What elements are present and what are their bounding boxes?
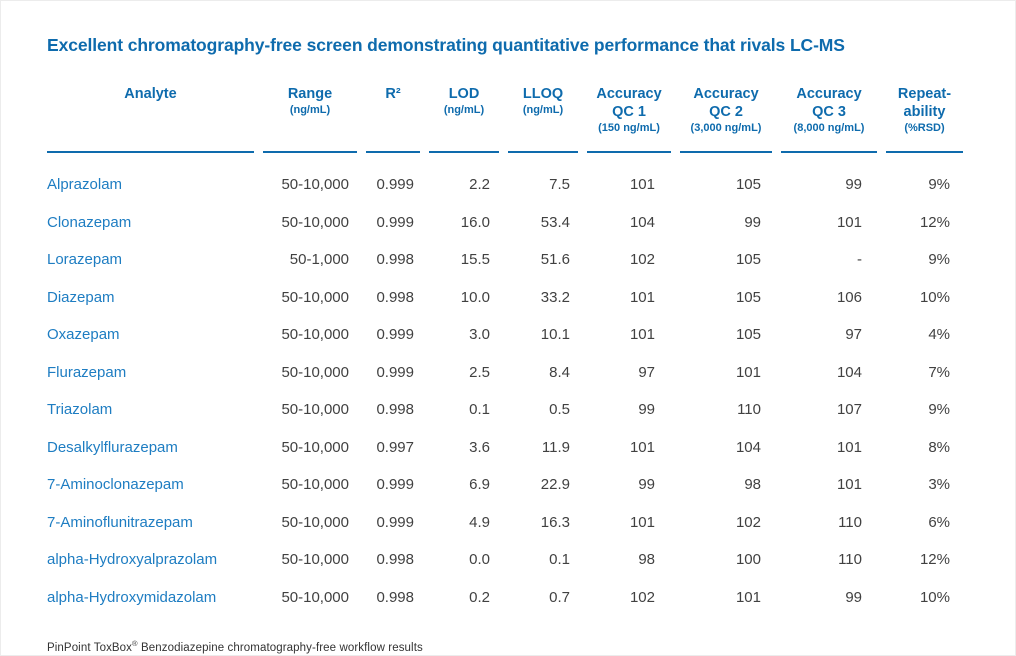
cell-range: 50-10,000 [281, 288, 349, 306]
cell-repeatability: 12% [919, 551, 950, 569]
cell-r-squared: 0.999 [376, 476, 414, 494]
cell-analyte: Flurazepam [47, 363, 127, 381]
cell-accuracy-qc-1: 102 [629, 588, 655, 606]
cell-range: 50-10,000 [281, 326, 349, 344]
cell-lod: 0.1 [469, 401, 490, 419]
cell-lod: 0.2 [469, 588, 490, 606]
cell-repeatability: 12% [919, 213, 950, 231]
cell-analyte: alpha-Hydroxymidazolam [47, 588, 217, 606]
cell-accuracy-qc-3: 97 [845, 326, 862, 344]
column-header-label: LLOQ [522, 86, 564, 102]
column-header-label: Accuracy [796, 86, 862, 102]
cell-repeatability: 10% [919, 588, 950, 606]
column-header-label: Accuracy [693, 86, 759, 102]
cell-lloq: 53.4 [540, 213, 570, 231]
cell-r-squared: 0.998 [376, 551, 414, 569]
registered-trademark-symbol: ® [132, 639, 138, 648]
column-header-unit: (3,000 ng/mL) [690, 122, 762, 134]
cell-accuracy-qc-3: 99 [845, 176, 862, 194]
column-header-label: ability [903, 104, 946, 120]
cell-analyte: Oxazepam [47, 326, 120, 344]
cell-repeatability: 9% [928, 176, 950, 194]
cell-range: 50-10,000 [281, 588, 349, 606]
column-header-accuracy-qc-1 [587, 85, 671, 153]
cell-accuracy-qc-1: 101 [629, 326, 655, 344]
cell-accuracy-qc-3: 110 [838, 513, 862, 531]
cell-accuracy-qc-2: 102 [735, 513, 761, 531]
cell-accuracy-qc-1: 98 [638, 551, 655, 569]
cell-r-squared: 0.998 [376, 251, 414, 269]
cell-r-squared: 0.999 [376, 326, 414, 344]
cell-lod: 3.0 [469, 326, 490, 344]
cell-analyte: Clonazepam [47, 213, 132, 231]
cell-repeatability: 3% [928, 476, 950, 494]
cell-r-squared: 0.998 [376, 288, 414, 306]
cell-repeatability: 9% [928, 251, 950, 269]
cell-accuracy-qc-1: 102 [629, 251, 655, 269]
column-header-label: QC 3 [812, 104, 846, 120]
column-header-label: QC 1 [612, 104, 646, 120]
column-header-accuracy-qc-3 [781, 85, 877, 153]
column-header-label: R² [385, 86, 401, 102]
cell-accuracy-qc-1: 101 [629, 438, 655, 456]
cell-range: 50-10,000 [281, 476, 349, 494]
column-header-unit: (ng/mL) [443, 104, 485, 116]
cell-lod: 16.0 [460, 213, 490, 231]
cell-analyte: 7-Aminoflunitrazepam [47, 513, 193, 531]
cell-analyte: alpha-Hydroxyalprazolam [47, 551, 218, 569]
cell-lloq: 51.6 [540, 251, 570, 269]
cell-accuracy-qc-2: 104 [735, 438, 761, 456]
cell-r-squared: 0.999 [376, 176, 414, 194]
cell-accuracy-qc-2: 101 [735, 363, 761, 381]
column-header-label: QC 2 [709, 104, 743, 120]
cell-accuracy-qc-3: 104 [836, 363, 862, 381]
cell-range: 50-10,000 [281, 401, 349, 419]
cell-lloq: 7.5 [549, 176, 570, 194]
column-header-accuracy-qc-2 [680, 85, 772, 153]
cell-accuracy-qc-2: 100 [735, 551, 761, 569]
cell-repeatability: 8% [928, 438, 950, 456]
cell-lod: 15.5 [460, 251, 490, 269]
cell-accuracy-qc-2: 105 [735, 251, 761, 269]
cell-lod: 2.2 [469, 176, 490, 194]
cell-range: 50-10,000 [281, 513, 349, 531]
cell-range: 50-10,000 [281, 176, 349, 194]
cell-accuracy-qc-2: 101 [735, 588, 761, 606]
cell-analyte: 7-Aminoclonazepam [47, 476, 184, 494]
cell-analyte: Diazepam [47, 288, 115, 306]
cell-accuracy-qc-1: 99 [638, 476, 655, 494]
cell-accuracy-qc-2: 105 [735, 326, 761, 344]
cell-accuracy-qc-3: 101 [836, 476, 862, 494]
cell-lloq: 0.1 [549, 551, 570, 569]
cell-analyte: Triazolam [47, 401, 113, 419]
cell-accuracy-qc-2: 105 [735, 176, 761, 194]
table-body [47, 166, 971, 616]
cell-accuracy-qc-2: 99 [744, 213, 761, 231]
cell-range: 50-10,000 [281, 213, 349, 231]
cell-accuracy-qc-1: 101 [629, 288, 655, 306]
column-header-label: Accuracy [596, 86, 662, 102]
page-content [1, 35, 1015, 654]
cell-lloq: 8.4 [549, 363, 570, 381]
cell-accuracy-qc-1: 104 [629, 213, 655, 231]
cell-accuracy-qc-3: - [857, 251, 862, 269]
cell-range: 50-1,000 [289, 251, 349, 269]
cell-lod: 3.6 [469, 438, 490, 456]
cell-range: 50-10,000 [281, 438, 349, 456]
column-header-repeatability [886, 85, 963, 153]
cell-accuracy-qc-2: 110 [737, 401, 761, 419]
cell-lloq: 33.2 [540, 288, 570, 306]
column-header-lod [429, 85, 499, 153]
cell-r-squared: 0.998 [376, 588, 414, 606]
column-header-range [263, 85, 357, 153]
cell-lod: 4.9 [469, 513, 490, 531]
cell-lloq: 10.1 [540, 326, 570, 344]
footnote-product-name: PinPoint ToxBox [47, 641, 133, 654]
cell-r-squared: 0.998 [376, 401, 414, 419]
cell-accuracy-qc-3: 106 [836, 288, 862, 306]
cell-accuracy-qc-3: 107 [836, 401, 862, 419]
cell-accuracy-qc-1: 99 [638, 401, 655, 419]
column-header-unit: (ng/mL) [522, 104, 564, 116]
cell-accuracy-qc-2: 98 [744, 476, 761, 494]
cell-repeatability: 7% [928, 363, 950, 381]
cell-accuracy-qc-3: 101 [836, 213, 862, 231]
column-header-label: LOD [448, 86, 480, 102]
cell-repeatability: 10% [919, 288, 950, 306]
cell-lloq: 22.9 [540, 476, 570, 494]
cell-accuracy-qc-3: 99 [845, 588, 862, 606]
cell-lloq: 0.5 [549, 401, 570, 419]
column-header-unit: (8,000 ng/mL) [793, 122, 865, 134]
cell-lod: 10.0 [460, 288, 490, 306]
cell-lloq: 0.7 [549, 588, 570, 606]
cell-analyte: Lorazepam [47, 251, 123, 269]
footnote-description: Benzodiazepine chromatography-free workflow results [137, 641, 423, 654]
column-header-unit: (ng/mL) [289, 104, 331, 116]
cell-analyte: Desalkylflurazepam [47, 438, 178, 456]
cell-accuracy-qc-3: 110 [838, 551, 862, 569]
cell-lloq: 11.9 [541, 438, 570, 456]
cell-lloq: 16.3 [540, 513, 570, 531]
cell-r-squared: 0.999 [376, 363, 414, 381]
cell-lod: 2.5 [469, 363, 490, 381]
cell-r-squared: 0.997 [376, 438, 414, 456]
cell-repeatability: 9% [928, 401, 950, 419]
cell-accuracy-qc-1: 97 [638, 363, 655, 381]
column-header-label: Range [287, 86, 333, 102]
table-header-row [47, 85, 971, 153]
cell-repeatability: 4% [928, 326, 950, 344]
cell-accuracy-qc-1: 101 [629, 176, 655, 194]
cell-analyte: Alprazolam [47, 176, 123, 194]
page-title: Excellent chromatography-free screen demonstrating quantitative performance that rivals LC-MS [47, 35, 845, 55]
cell-lod: 0.0 [469, 551, 490, 569]
cell-repeatability: 6% [928, 513, 950, 531]
cell-r-squared: 0.999 [376, 513, 414, 531]
cell-accuracy-qc-3: 101 [836, 438, 862, 456]
cell-r-squared: 0.999 [376, 213, 414, 231]
cell-lod: 6.9 [469, 476, 490, 494]
cell-range: 50-10,000 [281, 363, 349, 381]
column-header-unit: (%RSD) [904, 122, 945, 134]
cell-accuracy-qc-2: 105 [735, 288, 761, 306]
cell-range: 50-10,000 [281, 551, 349, 569]
column-header-label: Repeat- [897, 86, 952, 102]
column-header-label: Analyte [124, 86, 177, 102]
cell-accuracy-qc-1: 101 [629, 513, 655, 531]
column-header-r-squared [366, 85, 420, 153]
column-header-analyte [47, 85, 254, 153]
footnote [47, 639, 969, 654]
column-header-lloq [508, 85, 578, 153]
column-header-unit: (150 ng/mL) [598, 122, 660, 134]
